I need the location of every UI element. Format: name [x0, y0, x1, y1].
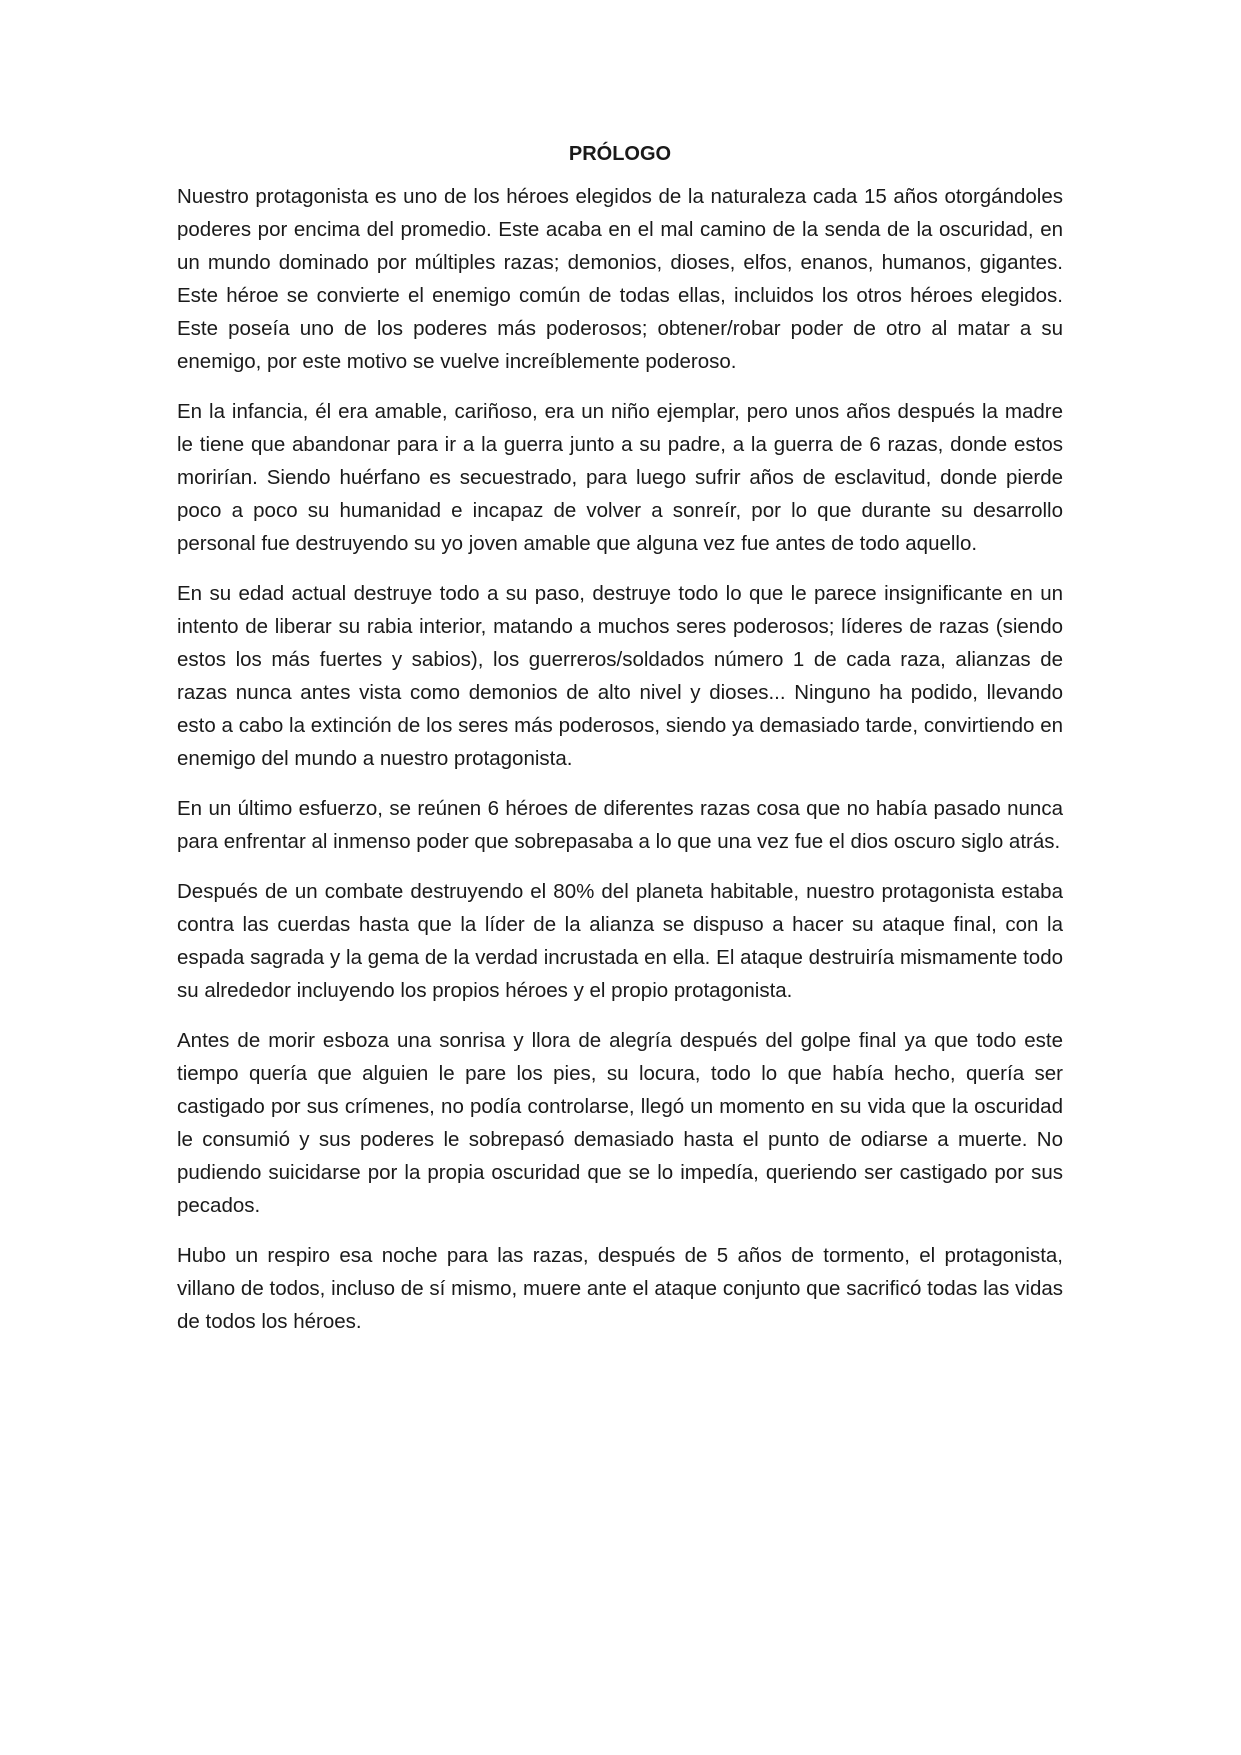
- paragraph-6: Antes de morir esboza una sonrisa y llora de alegría después del golpe final ya que todo este tiempo quería que alguien le pare los pies, su locura, todo lo que había hecho, quería ser castigado por sus crímenes, no podía controlarse, llegó un momento en su vida que la oscuridad le consumió y sus poderes le sobrepasó demasiado hasta el punto de odiarse a muerte. No pudiendo suicidarse por la propia oscuridad que se lo impedía, queriendo ser castigado por sus pecados.: [177, 1029, 1063, 1217]
- paragraph-5: Después de un combate destruyendo el 80% del planeta habitable, nuestro protagonista estaba contra las cuerdas hasta que la líder de la alianza se dispuso a hacer su ataque final, con la espada sagrada y la gema de la verdad incrustada en ella. El ataque destruiría mismamente todo su alrededor incluyendo los propios héroes y el propio protagonista.: [177, 880, 1063, 1002]
- document-body: [177, 142, 1063, 1355]
- paragraph-2: En la infancia, él era amable, cariñoso, era un niño ejemplar, pero unos años después la madre le tiene que abandonar para ir a la guerra junto a su padre, a la guerra de 6 razas, donde estos morirían. Siendo huérfano es secuestrado, para luego sufrir años de esclavitud, donde pierde poco a poco su humanidad e incapaz de volver a sonreír, por lo que durante su desarrollo personal fue destruyendo su yo joven amable que alguna vez fue antes de todo aquello.: [177, 400, 1063, 555]
- paragraph-3: En su edad actual destruye todo a su paso, destruye todo lo que le parece insignificante en un intento de liberar su rabia interior, matando a muchos seres poderosos; líderes de razas (siendo estos los más fuertes y sabios), los guerreros/soldados número 1 de cada raza, alianzas de razas nunca antes vista como demonios de alto nivel y dioses... Ninguno ha podido, llevando esto a cabo la extinción de los seres más poderosos, siendo ya demasiado tarde, convirtiendo en enemigo del mundo a nuestro protagonista.: [177, 582, 1063, 770]
- paragraph-1: Nuestro protagonista es uno de los héroes elegidos de la naturaleza cada 15 años otorgándoles poderes por encima del promedio. Este acaba en el mal camino de la senda de la oscuridad, en un mundo dominado por múltiples razas; demonios, dioses, elfos, enanos, humanos, gigantes. Este héroe se convierte el enemigo común de todas ellas, incluidos los otros héroes elegidos. Este poseía uno de los poderes más poderosos; obtener/robar poder de otro al matar a su enemigo, por este motivo se vuelve increíblemente poderoso.: [177, 185, 1063, 373]
- paragraph-7: Hubo un respiro esa noche para las razas, después de 5 años de tormento, el protagonista, villano de todos, incluso de sí mismo, muere ante el ataque conjunto que sacrificó todas las vidas de todos los héroes.: [177, 1244, 1063, 1333]
- paragraph-4: En un último esfuerzo, se reúnen 6 héroes de diferentes razas cosa que no había pasado nunca para enfrentar al inmenso poder que sobrepasaba a lo que una vez fue el dios oscuro siglo atrás.: [177, 797, 1063, 853]
- page-title: PRÓLOGO: [568, 143, 672, 165]
